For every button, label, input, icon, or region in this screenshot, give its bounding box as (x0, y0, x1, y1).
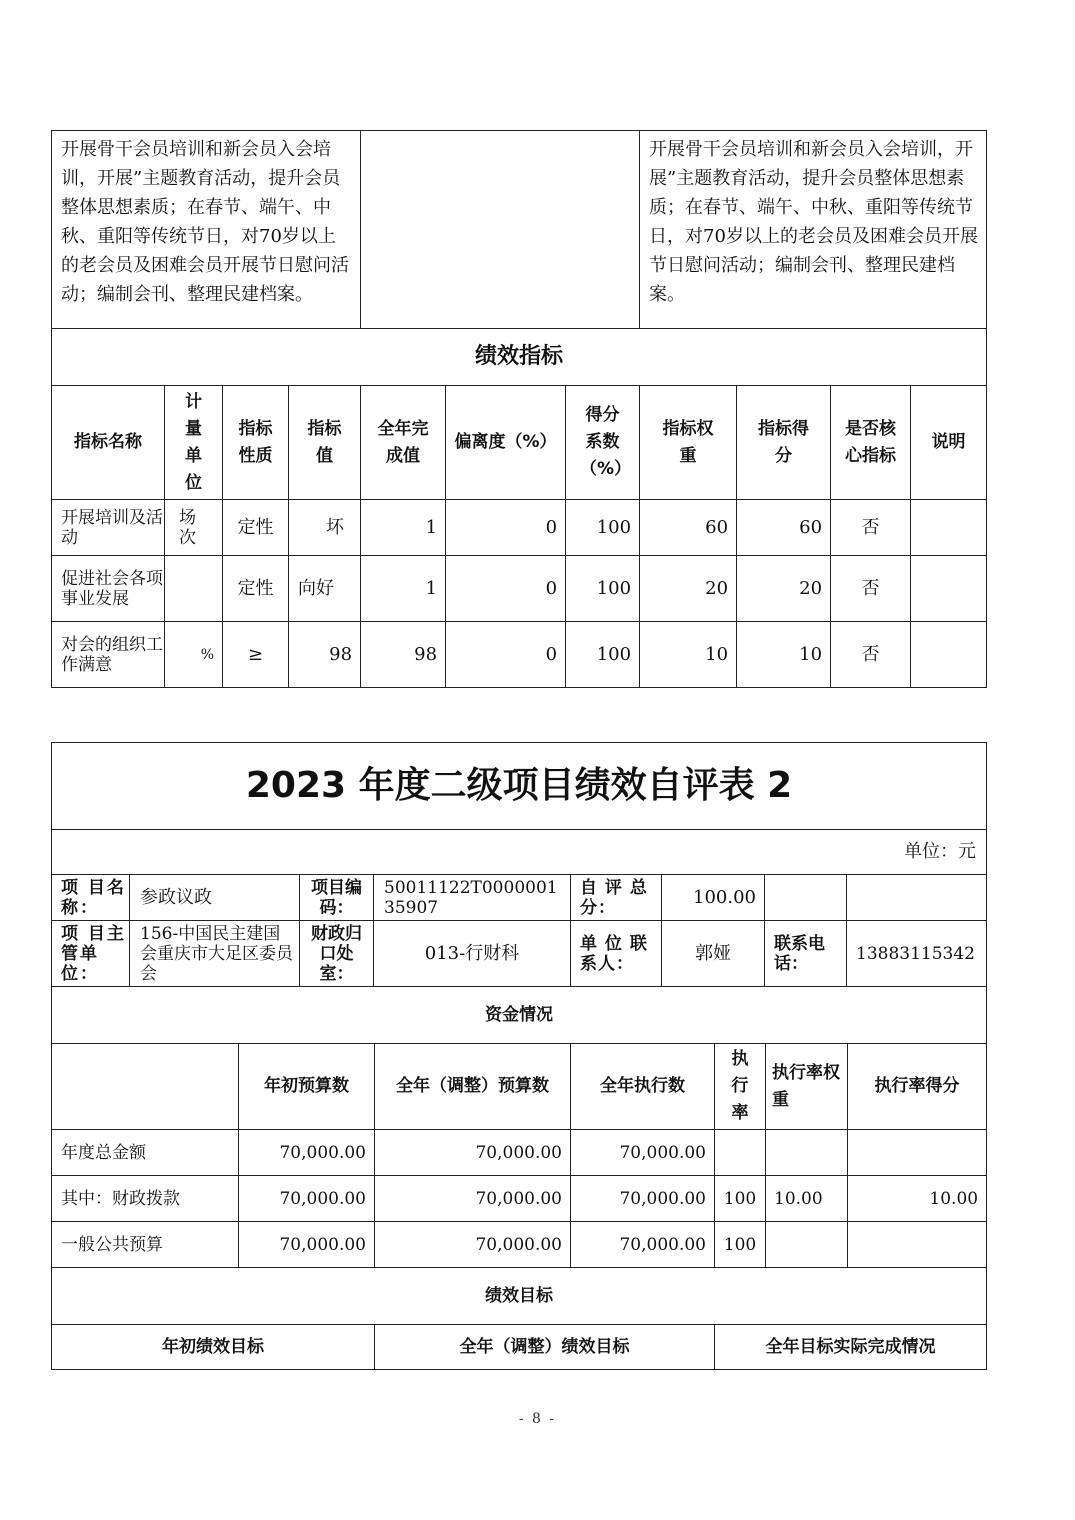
indicator-nature: ≥ (223, 622, 289, 688)
indicator-value: 98 (289, 622, 361, 688)
indicators-title: 绩效指标 (52, 329, 987, 386)
project-code-value: 50011122T000000135907 (374, 875, 571, 921)
contact-value: 郭娅 (662, 921, 765, 987)
indicator-score: 60 (737, 500, 831, 556)
contact-label: 单 位 联系人： (571, 921, 662, 987)
funds-cell (848, 1130, 987, 1176)
funds-header: 执行率 (715, 1044, 766, 1130)
funds-cell: 70,000.00 (571, 1130, 715, 1176)
project-name-value: 参政议政 (130, 875, 300, 921)
header-cell: 指标性质 (223, 386, 289, 500)
funds-header: 年初预算数 (239, 1044, 375, 1130)
indicator-value: 坏 (289, 500, 361, 556)
funds-header: 全年（调整）预算数 (375, 1044, 571, 1130)
funds-cell: 70,000.00 (571, 1222, 715, 1268)
funds-cell: 70,000.00 (375, 1176, 571, 1222)
funds-cell: 70,000.00 (239, 1176, 375, 1222)
indicator-unit (165, 556, 223, 622)
indicator-value: 向好 (289, 556, 361, 622)
funds-table (51, 986, 987, 1370)
indicator-note (911, 622, 987, 688)
phone-label: 联系电话： (765, 921, 847, 987)
indicator-core: 否 (831, 500, 911, 556)
funds-title: 资金情况 (52, 987, 987, 1044)
form-title: 2023 年度二级项目绩效自评表 2 (52, 743, 987, 830)
adjusted-goal-text (361, 131, 640, 329)
funds-row-label: 其中：财政拨款 (52, 1176, 239, 1222)
header-cell: 说明 (911, 386, 987, 500)
funds-cell: 100 (715, 1222, 766, 1268)
indicator-name: 促进社会各项事业发展 (52, 556, 165, 622)
header-cell: 指标值 (289, 386, 361, 500)
funds-cell (766, 1222, 848, 1268)
empty-cell (847, 875, 987, 921)
table-row (52, 1176, 987, 1222)
goals-header-initial: 年初绩效目标 (52, 1325, 375, 1370)
finance-label: 财政归口处室： (300, 921, 374, 987)
actual-completion-text: 开展骨干会员培训和新会员入会培训，开展”主题教育活动，提升会员整体思想素质；在春节、端午、中秋、重阳等传统节日，对70岁以上的老会员及困难会员开展节日慰问活动；编制会刊、整理民建档案。 (640, 131, 987, 329)
funds-cell: 70,000.00 (571, 1176, 715, 1222)
funds-cell (848, 1222, 987, 1268)
indicator-weight: 20 (640, 556, 737, 622)
indicator-name: 开展培训及活动 (52, 500, 165, 556)
indicator-weight: 10 (640, 622, 737, 688)
indicator-completed: 1 (361, 556, 446, 622)
goals-title: 绩效目标 (52, 1268, 987, 1325)
funds-header: 执行率权重 (766, 1044, 848, 1130)
self-score-label: 自 评 总分： (571, 875, 662, 921)
header-cell: 指标名称 (52, 386, 165, 500)
indicator-score: 20 (737, 556, 831, 622)
table-row (52, 556, 987, 622)
indicator-core: 否 (831, 622, 911, 688)
empty-cell (52, 1044, 239, 1130)
table-row (52, 622, 987, 688)
indicator-deviation: 0 (446, 622, 566, 688)
table-row (52, 500, 987, 556)
finance-value: 013-行财科 (374, 921, 571, 987)
funds-row-label: 年度总金额 (52, 1130, 239, 1176)
indicator-deviation: 0 (446, 500, 566, 556)
header-cell: 全年完成值 (361, 386, 446, 500)
header-cell: 是否核心指标 (831, 386, 911, 500)
funds-cell: 70,000.00 (375, 1130, 571, 1176)
indicator-coefficient: 100 (566, 556, 640, 622)
indicator-weight: 60 (640, 500, 737, 556)
indicators-table (51, 130, 987, 688)
funds-cell: 70,000.00 (375, 1222, 571, 1268)
header-cell: 偏离度（%） (446, 386, 566, 500)
phone-value: 13883115342 (847, 921, 987, 987)
dept-label: 项 目主 管单位： (52, 921, 130, 987)
empty-cell (765, 875, 847, 921)
goals-header-actual: 全年目标实际完成情况 (715, 1325, 987, 1370)
funds-cell: 70,000.00 (239, 1130, 375, 1176)
self-score-value: 100.00 (662, 875, 765, 921)
indicator-note (911, 556, 987, 622)
header-cell: 计量单位 (165, 386, 223, 500)
indicator-coefficient: 100 (566, 500, 640, 556)
funds-header: 执行率得分 (848, 1044, 987, 1130)
indicator-coefficient: 100 (566, 622, 640, 688)
indicator-deviation: 0 (446, 556, 566, 622)
indicator-score: 10 (737, 622, 831, 688)
indicator-completed: 1 (361, 500, 446, 556)
funds-header: 全年执行数 (571, 1044, 715, 1130)
funds-cell: 100 (715, 1176, 766, 1222)
funds-row-label: 一般公共预算 (52, 1222, 239, 1268)
dept-value: 156-中国民主建国会重庆市大足区委员会 (130, 921, 300, 987)
indicator-unit: 场次 (165, 500, 223, 556)
indicator-unit: % (165, 622, 223, 688)
indicator-nature: 定性 (223, 556, 289, 622)
funds-cell: 10.00 (848, 1176, 987, 1222)
header-cell: 指标得分 (737, 386, 831, 500)
table-row (52, 1130, 987, 1176)
indicator-nature: 定性 (223, 500, 289, 556)
indicator-completed: 98 (361, 622, 446, 688)
project-code-label: 项目编码： (300, 875, 374, 921)
funds-cell (766, 1130, 848, 1176)
header-cell: 得分系数（%） (566, 386, 640, 500)
project-name-label: 项 目名称： (52, 875, 130, 921)
project-info-table (51, 742, 987, 987)
indicator-note (911, 500, 987, 556)
funds-cell: 10.00 (766, 1176, 848, 1222)
goals-header-adjusted: 全年（调整）绩效目标 (375, 1325, 715, 1370)
header-cell: 指标权重 (640, 386, 737, 500)
unit-label: 单位：元 (52, 830, 987, 875)
indicator-name: 对会的组织工作满意 (52, 622, 165, 688)
funds-cell (715, 1130, 766, 1176)
indicator-core: 否 (831, 556, 911, 622)
initial-goal-text: 开展骨干会员培训和新会员入会培训，开展”主题教育活动，提升会员整体思想素质；在春节、端午、中秋、重阳等传统节日，对70岁以上的老会员及困难会员开展节日慰问活动；编制会刊、整理民建档案。 (52, 131, 361, 329)
table-row (52, 1222, 987, 1268)
page-number: - 8 - (518, 1411, 557, 1427)
funds-cell: 70,000.00 (239, 1222, 375, 1268)
